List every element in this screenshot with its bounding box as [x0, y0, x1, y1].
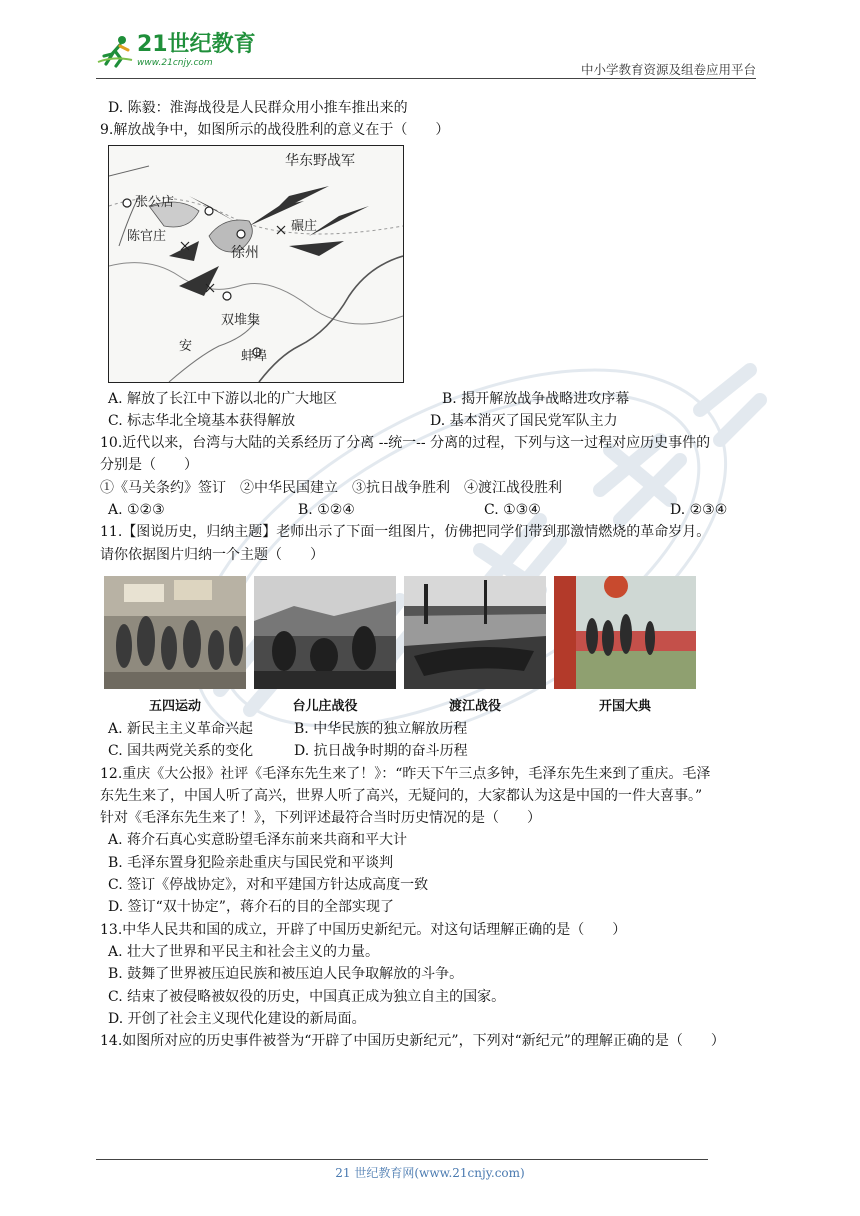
exam-content: [100, 97, 768, 1052]
runner-logo-icon: [96, 34, 134, 68]
q14-stem: 14.如图所对应的历史事件被誉为“开辟了中国历史新纪元”，下列对“新纪元”的理解正确的是（ ）: [100, 1033, 725, 1050]
q10-option-c: C. ①③④: [484, 502, 541, 519]
photo-taierzhuang: [254, 576, 396, 718]
q10-option-d: D. ②③④: [670, 502, 728, 519]
photo-caption-yangtze-crossing: 渡江战役: [448, 698, 501, 714]
map-label-bengbu: 蚌埠: [241, 348, 268, 364]
q11-option-c: C. 国共两党关系的变化: [108, 743, 254, 760]
q9-options-row1: [108, 388, 768, 410]
photo-yangtze-crossing: [404, 576, 546, 718]
q9-option-b: B. 揭开解放战争战略进攻序幕: [442, 390, 630, 407]
q9-options-row2: [108, 410, 768, 432]
platform-name: 中小学教育资源及组卷应用平台: [580, 62, 756, 77]
map-label-zhanggongdian: 张公店: [135, 194, 175, 210]
q10-stem-line2: 分别是（ ）: [100, 457, 198, 474]
q13-option-a: A. 壮大了世界和平民主和社会主义的力量。: [108, 943, 380, 960]
footer-link[interactable]: 21 世纪教育网(www.21cnjy.com): [335, 1166, 525, 1180]
q9-option-a: A. 解放了长江中下游以北的广大地区: [108, 390, 338, 407]
footer-divider: [96, 1159, 708, 1160]
photo-caption-may-fourth: 五四运动: [148, 698, 201, 714]
q9-option-d: D. 基本消灭了国民党军队主力: [430, 412, 618, 429]
map-label-army: 华东野战军: [285, 152, 355, 169]
q10-stem-line1: 10.近代以来，台湾与大陆的关系经历了分离 --统一-- 分离的过程，下列与这一过程对应历史事件的: [100, 435, 711, 452]
q11-option-d: D. 抗日战争时期的奋斗历程: [294, 743, 468, 760]
q12-option-c: C. 签订《停战协定》，对和平建国方针达成高度一致: [108, 877, 429, 894]
map-label-shuangduiji: 双堆集: [221, 312, 261, 328]
photo-may-fourth: [104, 576, 246, 718]
header-divider: [96, 78, 756, 79]
photo-caption-founding-ceremony: 开国大典: [598, 698, 651, 714]
q13-stem: 13.中华人民共和国的成立，开辟了中国历史新纪元。对这句话理解正确的是（ ）: [100, 921, 627, 938]
map-label-chenguanzhuang: 陈官庄: [127, 228, 167, 244]
q9-stem: 9.解放战争中，如图所示的战役胜利的意义在于（ ）: [100, 122, 450, 139]
q11-stem-line2: 请你依据图片归纳一个主题（ ）: [100, 546, 324, 563]
huaihai-campaign-map: [108, 145, 404, 383]
map-label-an: 安: [179, 338, 193, 354]
photo-caption-taierzhuang: 台儿庄战役: [292, 698, 358, 714]
q10-option-b: B. ①②④: [298, 502, 355, 519]
q12-stem-line2: 东先生来了，中国人听了高兴，世界人听了高兴，无疑问的，大家都认为这是中国的一件大喜事。”: [100, 787, 703, 804]
photo-founding-ceremony-image: [554, 576, 696, 689]
photo-taierzhuang-image: [254, 576, 396, 689]
map-label-xuzhou: 徐州: [231, 244, 259, 261]
q12-stem-line3: 针对《毛泽东先生来了！》，下列评述最符合当时历史情况的是（ ）: [100, 810, 541, 827]
q10-options: [108, 499, 768, 521]
q12-option-d: D. 签订“双十协定”，蒋介石的目的全部实现了: [108, 899, 394, 916]
photo-yangtze-crossing-image: [404, 576, 546, 689]
q13-option-b: B. 鼓舞了世界被压迫民族和被压迫人民争取解放的斗争。: [108, 966, 464, 983]
photo-may-fourth-image: [104, 576, 246, 689]
q11-stem-line1: 11.【图说历史，归纳主题】老师出示了下面一组图片，仿佛把同学们带到那激情燃烧的革命岁月。: [100, 524, 711, 541]
q9-option-c: C. 标志华北全境基本获得解放: [108, 412, 296, 429]
photo-founding-ceremony: [554, 576, 696, 718]
page-header: [0, 0, 860, 80]
q10-events: ①《马关条约》签订 ②中华民国建立 ③抗日战争胜利 ④渡江战役胜利: [100, 479, 562, 496]
q11-option-a: A. 新民主主义革命兴起: [108, 720, 254, 737]
q11-option-b: B. 中华民族的独立解放历程: [294, 720, 468, 737]
q12-stem-line1: 12.重庆《大公报》社评《毛泽东先生来了！》：“昨天下午三点多钟，毛泽东先生来到了重庆。毛泽: [100, 765, 711, 782]
q11-options-row2: [108, 740, 768, 762]
site-logo: [96, 34, 256, 68]
q11-options-row1: [108, 718, 768, 740]
q12-option-b: B. 毛泽东置身犯险亲赴重庆与国民党和平谈判: [108, 854, 394, 871]
logo-text: 21世纪教育: [137, 32, 256, 57]
q12-option-a: A. 蒋介石真心实意盼望毛泽东前来共商和平大计: [108, 832, 408, 849]
q8-option-d: D. 陈毅：淮海战役是人民群众用小推车推出来的: [108, 100, 408, 116]
logo-url: www.21cnjy.com: [137, 58, 213, 68]
q13-option-d: D. 开创了社会主义现代化建设的新局面。: [108, 1010, 366, 1027]
q11-photo-row: [104, 576, 768, 718]
q13-option-c: C. 结束了被侵略被奴役的历史，中国真正成为独立自主的国家。: [108, 988, 506, 1005]
map-label-nianzhuang: 碾庄: [291, 218, 318, 234]
q10-option-a: A. ①②③: [108, 502, 165, 519]
